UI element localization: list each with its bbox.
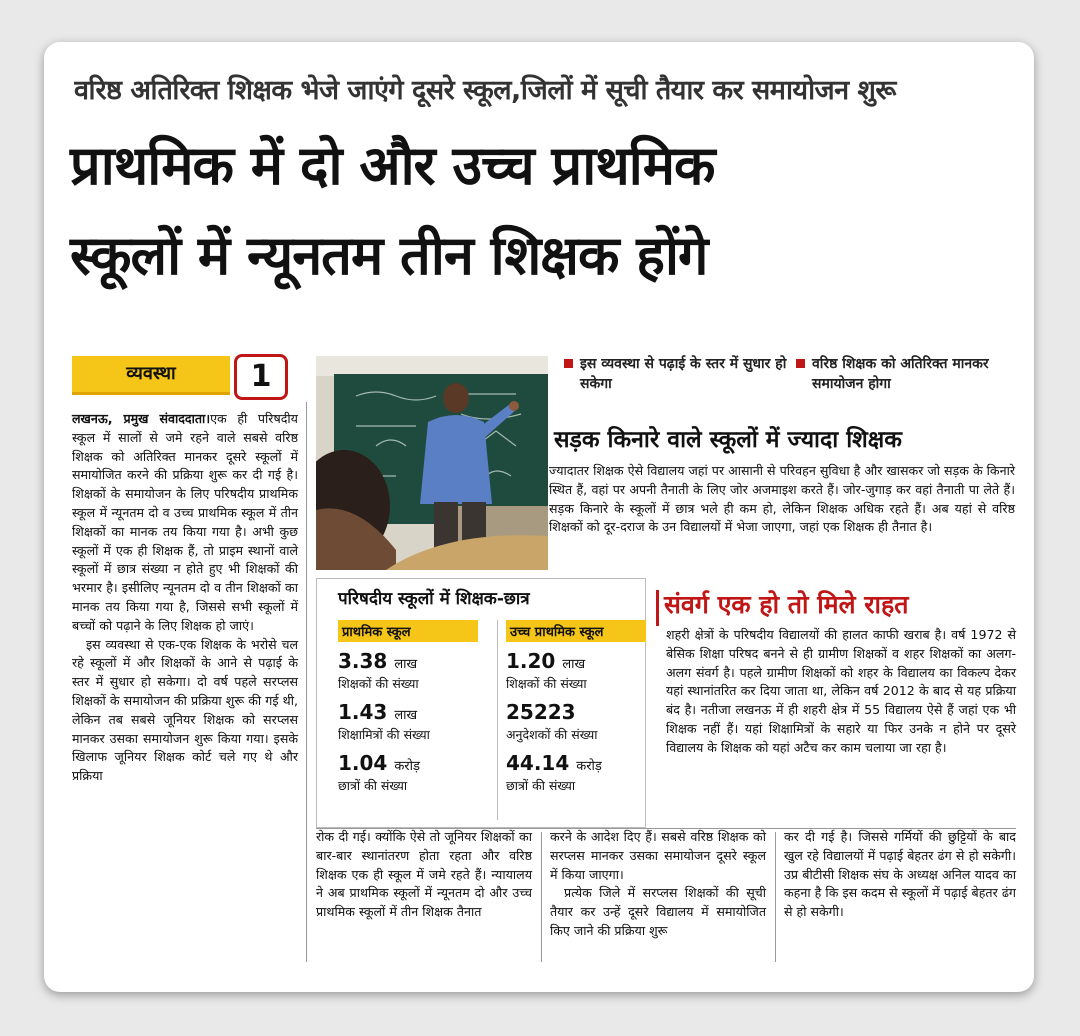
stats-title: परिषदीय स्कूलों में शिक्षक-छात्र (338, 589, 530, 609)
stat-value: 25223 (506, 700, 576, 724)
col3-para1: करने के आदेश दिए हैं। सबसे वरिष्ठ शिक्षक को सरप्लस मानकर उसका समायोजन दूसरे स्कूल में किया जाएगा। (550, 829, 766, 882)
section-tag-number: 1 (234, 354, 288, 400)
col1-para2: इस व्यवस्था से एक-एक शिक्षक के भरोसे चल रहे स्कूलों में और शिक्षकों के आने से पढ़ाई के स्तर में सुधार हो सकेगा। दो वर्ष पहले सरप्लस शिक्षकों के समायोजन की प्रक्रिया शुरू की गई थी, लेकिन तब सबसे जूनियर शिक्षक को सरप्लस मानकर उसका समायोजन शुरू किया गया। इसके खिलाफ जूनियर शिक्षक कोर्ट चले गए थे और प्रक्रिया (72, 636, 298, 784)
stat-label: शिक्षकों की संख्या (338, 676, 419, 691)
dateline: लखनऊ, प्रमुख संवाददाता। (72, 411, 211, 426)
column-divider (541, 832, 542, 962)
col2-text: रोक दी गई। क्योंकि ऐसे तो जूनियर शिक्षकों का बार-बार स्थानांतरण होता रहता और वरिष्ठ शिक्षक एक ही स्कूल में जमे रहते हैं। न्यायालय ने अब प्राथमिक स्कूलों में न्यूनतम दो और उच्च प्राथमिक स्कूलों में तीन शिक्षक तैनात (316, 829, 532, 920)
stat-value: 1.20 लाख (506, 649, 586, 673)
stats-divider (497, 620, 498, 820)
col1-para1: एक ही परिषदीय स्कूल में सालों से जमे रहने वाले सबसे वरिष्ठ शिक्षक को अतिरिक्त मानकर दूसरे स्कूलों में समायोजित करने की प्रक्रिया शुरू कर दी गई है। शिक्षकों के समायोजन के लिए परिषदीय प्राथमिक स्कूल में न्यूनतम दो व उच्च प्राथमिक स्कूल में तीन शिक्षकों का मानक तय किया गया है। अभी कुछ स्कूलों में एक ही शिक्षक हैं, तो प्राइम स्थानों वाले स्कूलों में छात्र संख्या न होते हुए भी शिक्षकों की भरमार है। इसीलिए न्यूनतम दो व तीन शिक्षकों का मानक तय किया गया है, जिससे सभी स्कूलों में बच्चों को पढ़ाने के लिए शिक्षक हो जाएं। (72, 411, 298, 633)
primary-school-heading: प्राथमिक स्कूल (338, 620, 478, 642)
stat-label: शिक्षकों की संख्या (506, 676, 587, 691)
highlight-bullet-1: इस व्यवस्था से पढ़ाई के स्तर में सुधार हो सकेगा (564, 354, 790, 394)
stat-value: 1.43 लाख (338, 700, 418, 724)
classroom-photo (316, 356, 548, 570)
stat-value: 3.38 लाख (338, 649, 418, 673)
roadside-schools-text: ज्यादातर शिक्षक ऐसे विद्यालय जहां पर आसानी से परिवहन सुविधा है और खासकर जो सड़क के किनारे स्थित हैं, वहां पर अपनी तैनाती के लिए जोर अजमाइश करते हैं। जोर-जुगाड़ कर वहां तैनाती पा लेते हैं। सड़क किनारे के स्कूलों में छात्र भले ही कम हो, लेकिन शिक्षक अधिक रहते हैं। अब यहां से वरिष्ठ शिक्षकों को दूर-दराज के उन विद्यालयों में भेजा जाएगा, जहां एक शिक्षक ही तैनात है। (549, 463, 1015, 535)
col4-text: कर दी गई है। जिससे गर्मियों की छुट्टियों के बाद खुल रहे विद्यालयों में पढ़ाई बेहतर ढंग से हो सकेगी। उप्र बीटीसी शिक्षक संघ के अध्यक्ष अनिल यादव का कहना है कि इस कदम से स्कूलों में पढ़ाई बेहतर ढंग से हो सकेगी। (784, 829, 1016, 920)
stat-value: 44.14 करोड़ (506, 751, 602, 775)
subheading-accent-bar (656, 590, 659, 626)
column-divider (306, 402, 307, 962)
stat-value: 1.04 करोड़ (338, 751, 420, 775)
subheading-roadside-schools: सड़क किनारे वाले स्कूलों में ज्यादा शिक्षक (554, 427, 902, 453)
newspaper-clipping (44, 42, 1034, 992)
body-column-3 (550, 828, 766, 941)
stat-label: अनुदेशकों की संख्या (506, 727, 598, 742)
teacher-at-blackboard-image (316, 356, 548, 570)
primary-school-stats (338, 620, 478, 803)
main-headline-line2: स्कूलों में न्यूनतम तीन शिक्षक होंगे (70, 224, 708, 287)
section-tag: व्यवस्था (72, 356, 230, 395)
kicker-headline: वरिष्ठ अतिरिक्त शिक्षक भेजे जाएंगे दूसरे स्कूल,जिलों में सूची तैयार कर समायोजन शुरू (74, 75, 896, 106)
upper-primary-school-stats (506, 620, 646, 803)
body-column-2 (316, 828, 532, 922)
column-divider (775, 832, 776, 962)
body-column-4 (784, 828, 1016, 922)
stat-label: छात्रों की संख्या (506, 778, 576, 793)
single-cadre-text: शहरी क्षेत्रों के परिषदीय विद्यालयों की हालत काफी खराब है। वर्ष 1972 से बेसिक शिक्षा परिषद बनने से ही ग्रामीण शिक्षकों व शहर शिक्षकों का अलग-अलग संवर्ग है। पहले ग्रामीण शिक्षकों को शहर के विद्यालय का विकल्प देकर यहां स्थानांतरित कर दिया जाता था, लेकिन वर्ष 2012 के बाद से यह प्रक्रिया बंद है। नतीजा लखनऊ में ही शहरी क्षेत्र में 55 विद्यालय ऐसे हैं जहां एक भी शिक्षक नहीं हैं। यहां शिक्षामित्रों के सहारे या फिर उनके न होने पर दूसरे विद्यालय के शिक्षक को यहां अटैच कर काम चलाया जा रहा है। (666, 627, 1016, 755)
upper-primary-school-heading: उच्च प्राथमिक स्कूल (506, 620, 646, 642)
body-column-1 (72, 410, 298, 786)
stat-label: छात्रों की संख्या (338, 778, 408, 793)
col3-para2: प्रत्येक जिले में सरप्लस शिक्षकों की सूची तैयार कर उन्हें दूसरे विद्यालय में समायोजित किए जाने की प्रक्रिया शुरू (550, 885, 766, 938)
highlight-bullet-2: वरिष्ठ शिक्षक को अतिरिक्त मानकर समायोजन होगा (796, 354, 1032, 394)
stat-label: शिक्षामित्रों की संख्या (338, 727, 430, 742)
subheading-single-cadre: संवर्ग एक हो तो मिले राहत (664, 590, 909, 619)
main-headline-line1: प्राथमिक में दो और उच्च प्राथमिक (70, 134, 715, 197)
